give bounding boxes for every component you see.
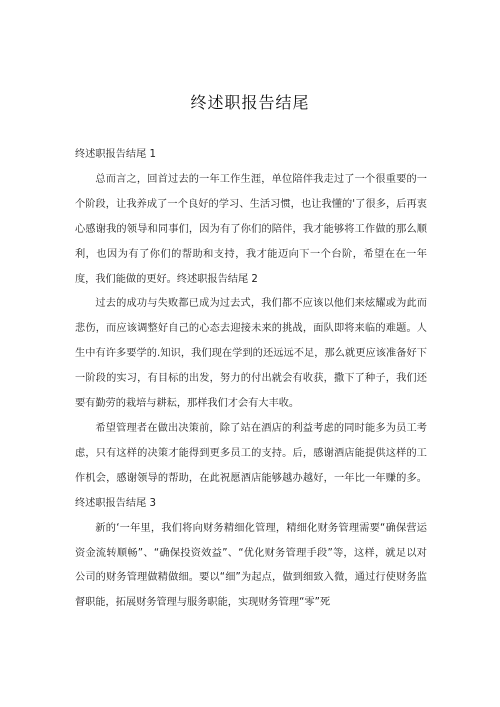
body-paragraph: 总而言之，回首过去的一年工作生涯，单位陪伴我走过了一个很重要的一个阶段，让我养成了一个良好的学习、生活习惯，也让我懂的'了很多，后再衷心感谢我的领导和同事们，因为有了你们的陪伴，我才能够将工作做的那么顺利，也因为有了你们的帮助和支持，我才能迈向下一个台阶，希望在在一年度，我们能做的更好。终述职报告结尾 2 (75, 173, 427, 285)
body-paragraph: 希望管理者在做出决策前，除了站在酒店的利益考虑的同时能多为员工考虑，只有这样的决策才能得到更多员工的支持。后，感谢酒店能提供这样的工作机会，感谢领导的帮助，在此祝愿酒店能够越办越好，一年比一年赚的多。终述职报告结尾 3 (75, 422, 427, 509)
body-paragraph: 过去的成功与失败都已成为过去式，我们都不应该以他们来炫耀或为此而悲伤，而应该调整好自己的心态去迎接未来的挑战，面队即将来临的难题。人生中有许多要学的.知识，我们现在学到的还远远不足，那么就更应该准备好下一阶段的实习，有目标的出发，努力的付出就会有收获，撒下了种子，我们还要有勤劳的栽培与耕耘，那样我们才会有大丰收。 (75, 298, 427, 410)
page-title: 终述职报告结尾 (190, 95, 310, 112)
section-heading-paragraph: 终述职报告结尾 1 (75, 149, 157, 160)
document-body (75, 143, 427, 616)
body-paragraph: 新的‘一年里，我们将向财务精细化管理，精细化财务管理需要“确保营运资金流转顺畅”、“确保投资效益”、“优化财务管理手段”等，这样，就足以对公司的财务管理做精做细。要以“细”为起点，做到细致入微，通过行使财务监督职能，拓展财务管理与服务职能，实现财务管理“零”死 (75, 522, 427, 609)
